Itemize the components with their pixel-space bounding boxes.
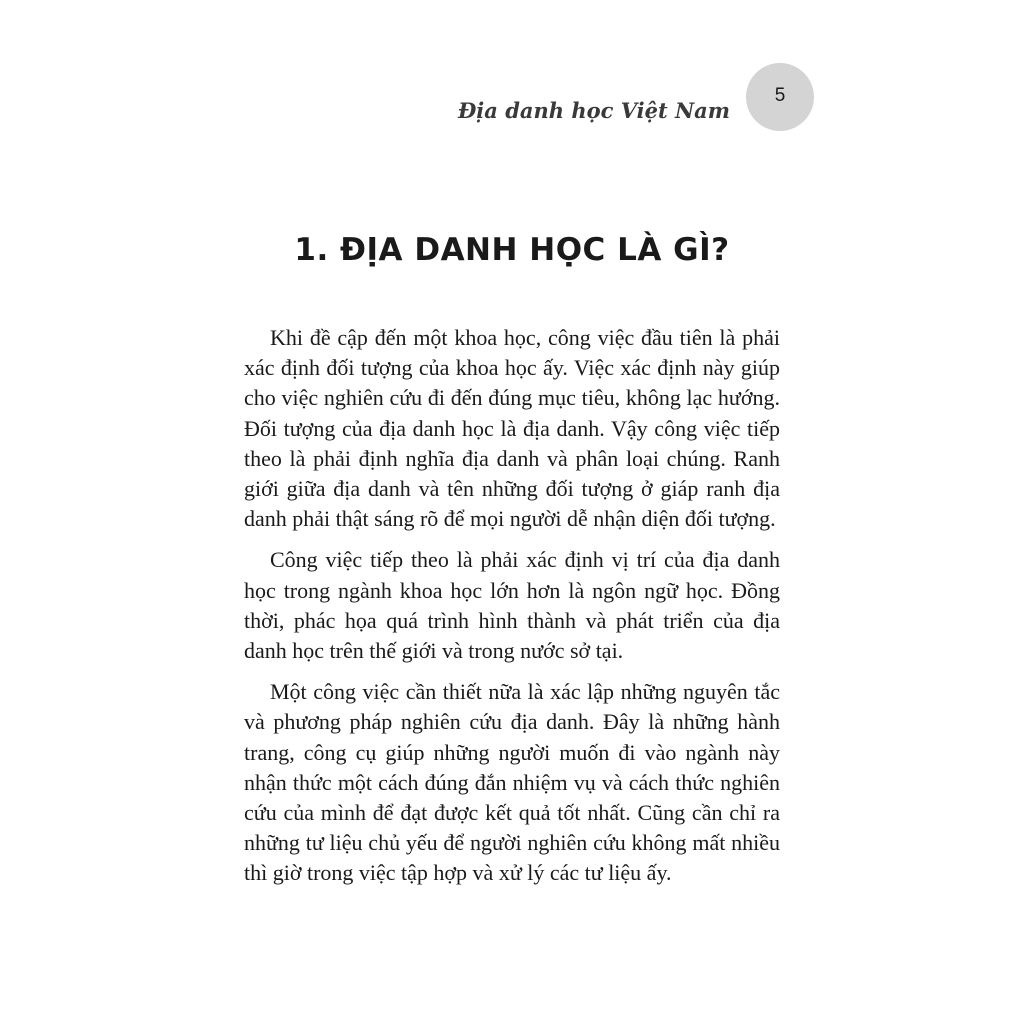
page-number-badge: [746, 63, 814, 131]
running-header-title: Địa danh học Việt Nam: [457, 98, 730, 123]
paragraph: Công việc tiếp theo là phải xác định vị trí của địa danh học trong ngành khoa học lớn hơn là ngôn ngữ học. Đồng thời, phác họa quá trình hình thành và phát triển của địa danh học trên thế giới và trong nước sở tại.: [244, 547, 780, 664]
page-number: 5: [774, 85, 786, 106]
paragraph: Một công việc cần thiết nữa là xác lập những nguyên tắc và phương pháp nghiên cứu địa danh. Đây là những hành trang, công cụ giúp những người muốn đi vào ngành này nhận thức một cách đúng đắn nhiệm vụ và cách thức nghiên cứu của mình để đạt được kết quả tốt nhất. Cũng cần chỉ ra những tư liệu chủ yếu để người nghiên cứu không mất nhiều thì giờ trong việc tập hợp và xử lý các tư liệu ấy.: [244, 679, 780, 886]
chapter-title: 1. ĐỊA DANH HỌC LÀ GÌ?: [294, 232, 730, 268]
paragraph: Khi đề cập đến một khoa học, công việc đầu tiên là phải xác định đối tượng của khoa học ấy. Việc xác định này giúp cho việc nghiên cứu đi đến đúng mục tiêu, không lạc hướng. Đối tượng của địa danh học là địa danh. Vậy công việc tiếp theo là phải định nghĩa địa danh và phân loại chúng. Ranh giới giữa địa danh và tên những đối tượng ở giáp ranh địa danh phải thật sáng rõ để mọi người dễ nhận diện đối tượng.: [244, 325, 780, 532]
body-text: [244, 323, 780, 900]
